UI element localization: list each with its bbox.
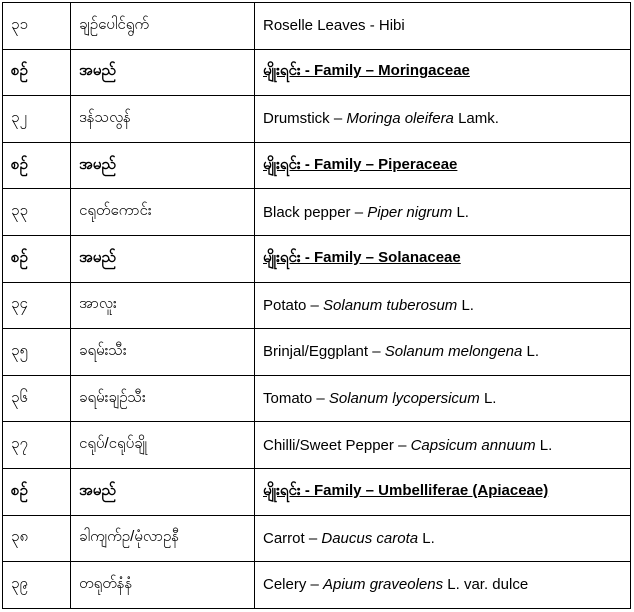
plant-row: [3, 375, 631, 422]
plant-row: [3, 562, 631, 609]
scientific-name: Solanum lycopersicum: [328, 390, 480, 408]
english-name-cell: [255, 329, 631, 376]
myanmar-name-cell: ခရမ်းသီး: [71, 329, 255, 376]
plant-row: [3, 3, 631, 50]
myanmar-name-cell: အာလူး: [71, 282, 255, 329]
row-number-cell: ၃၉: [3, 562, 71, 609]
scientific-name: Apium graveolens: [323, 576, 444, 594]
header-number-cell: စဉ်: [3, 142, 71, 189]
row-number-cell: ၃၁: [3, 3, 71, 50]
header-name-cell: အမည်: [71, 468, 255, 515]
english-name-cell: [255, 562, 631, 609]
plant-row: [3, 422, 631, 469]
english-name-cell: [255, 282, 631, 329]
header-name-cell: အမည်: [71, 235, 255, 282]
row-number-cell: ၃၂: [3, 96, 71, 143]
english-name-cell: [255, 189, 631, 236]
family-name-cell: မျိုးရင်း - Family – Umbelliferae (Apiaceae): [255, 468, 631, 515]
english-name-cell: [255, 3, 631, 50]
plant-row: [3, 515, 631, 562]
english-name-cell: [255, 96, 631, 143]
scientific-name: Capsicum annuum: [410, 436, 536, 454]
myanmar-name-cell: ချဉ်ပေါင်ရွက်: [71, 3, 255, 50]
english-name-cell: [255, 422, 631, 469]
common-name: Roselle Leaves - Hibi: [263, 17, 405, 35]
plant-table-body: [3, 3, 631, 609]
family-header-row: [3, 468, 631, 515]
family-header-row: [3, 235, 631, 282]
plant-row: [3, 96, 631, 143]
myanmar-name-cell: ခါကျက်ဥ/မုံလာဥနီ: [71, 515, 255, 562]
myanmar-name-cell: ငရုပ်/ငရုပ်ချို: [71, 422, 255, 469]
row-number-cell: ၃၇: [3, 422, 71, 469]
family-name-cell: မျိုးရင်း - Family – Piperaceae: [255, 142, 631, 189]
common-name: Chilli/Sweet Pepper –: [263, 436, 411, 454]
myanmar-name-cell: ဒန်သလွန်: [71, 96, 255, 143]
plant-table: [2, 2, 631, 609]
header-number-cell: စဉ်: [3, 468, 71, 515]
common-name: Tomato –: [263, 390, 329, 408]
common-name: Carrot –: [263, 529, 322, 547]
author-name: L.: [457, 296, 474, 314]
header-name-cell: အမည်: [71, 49, 255, 96]
header-number-cell: စဉ်: [3, 49, 71, 96]
row-number-cell: ၃၅: [3, 329, 71, 376]
scientific-name: Solanum melongena: [384, 343, 523, 361]
header-name-cell: အမည်: [71, 142, 255, 189]
author-name: L. var. dulce: [443, 576, 529, 594]
myanmar-name-cell: တရုတ်နံနံ: [71, 562, 255, 609]
family-name-cell: မျိုးရင်း - Family – Solanaceae: [255, 235, 631, 282]
header-number-cell: စဉ်: [3, 235, 71, 282]
common-name: Celery –: [263, 576, 324, 594]
scientific-name: Moringa oleifera: [346, 110, 454, 128]
plant-row: [3, 189, 631, 236]
author-name: Lamk.: [453, 110, 499, 128]
author-name: L.: [535, 436, 553, 454]
myanmar-name-cell: ငရုတ်ကောင်း: [71, 189, 255, 236]
plant-row: [3, 282, 631, 329]
author-name: L.: [418, 529, 435, 547]
author-name: L.: [452, 203, 469, 221]
scientific-name: Solanum tuberosum: [323, 296, 458, 314]
row-number-cell: ၃၈: [3, 515, 71, 562]
myanmar-name-cell: ခရမ်းချဉ်သီး: [71, 375, 255, 422]
family-header-row: [3, 49, 631, 96]
scientific-name: Piper nigrum: [367, 203, 453, 221]
english-name-cell: [255, 375, 631, 422]
scientific-name: Daucus carota: [321, 529, 419, 547]
author-name: L.: [522, 343, 540, 361]
family-name-cell: မျိုးရင်း - Family – Moringaceae: [255, 49, 631, 96]
common-name: Black pepper –: [263, 203, 368, 221]
row-number-cell: ၃၄: [3, 282, 71, 329]
common-name: Potato –: [263, 296, 324, 314]
row-number-cell: ၃၆: [3, 375, 71, 422]
row-number-cell: ၃၃: [3, 189, 71, 236]
plant-row: [3, 329, 631, 376]
common-name: Drumstick –: [263, 110, 347, 128]
english-name-cell: [255, 515, 631, 562]
author-name: L.: [479, 390, 497, 408]
family-header-row: [3, 142, 631, 189]
common-name: Brinjal/Eggplant –: [263, 343, 385, 361]
